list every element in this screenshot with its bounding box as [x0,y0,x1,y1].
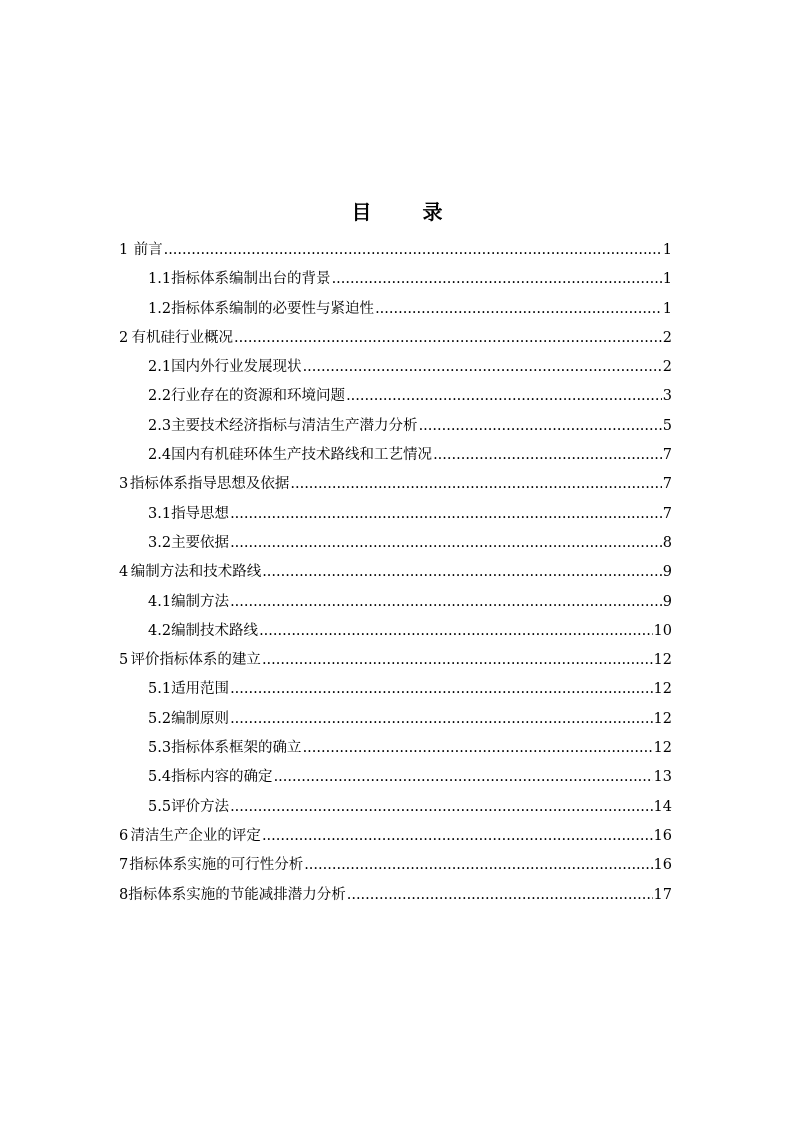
toc-entry-page: 9 [662,564,672,581]
toc-entry[interactable] [119,382,672,411]
toc-entry-page: 1 [662,242,672,258]
toc-entry[interactable] [119,851,672,880]
toc-entry-title: 评价指标体系的建立 [130,652,261,669]
toc-entry-title: 指标体系编制出台的背景 [171,271,331,288]
toc-entry[interactable] [119,881,672,910]
toc-entry[interactable] [119,705,672,734]
toc-entry-title: 评价方法 [171,798,230,815]
toc-dot-leader [234,324,662,353]
toc-entry-number: 1 [119,242,129,258]
toc-entry-number: 3.2 [148,534,172,551]
toc-entry-page: 12 [653,681,672,698]
toc-entry-page: 7 [662,447,672,464]
toc-entry[interactable] [119,412,672,441]
toc-dot-leader [230,793,652,822]
toc-entry-number: 5.2 [148,710,172,727]
toc-entry-page: 7 [662,505,672,522]
toc-entry[interactable] [119,236,672,265]
toc-entry-number: 2.1 [148,359,172,376]
toc-entry-number: 2.3 [148,417,172,434]
toc-dot-leader [230,705,652,734]
toc-entry-title: 指标体系实施的节能减排潜力分析 [128,886,346,903]
toc-entry-page: 9 [662,593,672,610]
toc-entry[interactable] [119,617,672,646]
toc-entry-page: 5 [662,417,672,434]
toc-entry-page: 2 [662,329,672,346]
toc-entry-page: 1 [662,271,672,288]
toc-entry-title: 编制方法和技术路线 [130,564,262,581]
toc-entry-number: 5.4 [148,769,172,786]
toc-entry-number: 5 [119,652,129,669]
toc-entry[interactable] [119,675,672,704]
toc-entry-title: 国内有机硅环体生产技术路线和工艺情况 [171,447,433,464]
toc-dot-leader [262,646,653,675]
toc-dot-leader [347,881,653,910]
toc-dot-leader [262,822,653,851]
toc-dot-leader [230,675,652,704]
toc-entry-number: 1.2 [148,300,172,317]
toc-entry-number: 8 [119,886,129,903]
toc-entry-number: 4 [119,564,129,581]
toc-entry[interactable] [119,734,672,763]
toc-dot-leader [290,470,661,499]
toc-dot-leader [230,500,662,529]
toc-dot-leader [259,617,652,646]
toc-entry-number: 6 [119,827,129,844]
toc-entry-page: 12 [653,710,672,727]
toc-entry-page: 14 [653,798,672,815]
toc-entry-title: 清洁生产企业的评定 [130,827,261,844]
toc-entry-title: 适用范围 [171,681,230,698]
toc-dot-leader [303,353,662,382]
toc-entry-page: 13 [653,769,672,786]
toc-entry-title: 编制方法 [171,593,230,610]
toc-entry-title: 前言 [133,242,163,258]
toc-entry-number: 3 [119,476,129,493]
toc-entry-page: 12 [653,652,672,669]
toc-entry-title: 指标体系实施的可行性分析 [129,857,304,874]
toc-entry-number: 7 [119,857,129,874]
toc-entry[interactable] [119,822,672,851]
toc-entry-number: 4.2 [148,622,172,639]
toc-dot-leader [303,734,653,763]
toc-entry-title: 有机硅行业概况 [131,329,234,346]
toc-entry-title: 行业存在的资源和环境问题 [171,388,346,405]
toc-entry-number: 5.1 [148,681,172,698]
toc-entry-page: 17 [653,886,672,903]
toc-dot-leader [230,588,662,617]
toc-entry[interactable] [119,646,672,675]
toc-entry[interactable] [119,441,672,470]
toc-entry-title: 指标体系指导思想及依据 [129,476,290,493]
toc-entry[interactable] [119,793,672,822]
toc-entry-number: 4.1 [148,593,172,610]
toc-entry[interactable] [119,295,672,324]
toc-entry-page: 10 [653,622,672,639]
toc-dot-leader [164,236,662,265]
toc-entry-number: 1.1 [148,271,172,288]
toc-entry[interactable] [119,500,672,529]
toc-entry[interactable] [119,324,672,353]
toc-entry-title: 指标体系编制的必要性与紧迫性 [171,300,375,317]
toc-title: 目 录 [351,200,465,224]
toc-entry-page: 16 [653,857,672,874]
toc-entry-page: 16 [653,827,672,844]
toc-dot-leader [304,851,652,880]
toc-entry-title: 指标体系框架的确立 [171,740,302,757]
toc-entry-title: 主要依据 [171,534,230,551]
toc-entry[interactable] [119,353,672,382]
toc-entry-number: 2.4 [148,447,172,464]
toc-entry-number: 5.5 [148,798,172,815]
toc-entry-page: 8 [662,534,672,551]
toc-entry-number: 5.3 [148,740,172,757]
toc-entry-number: 2.2 [148,388,172,405]
toc-dot-leader [230,529,662,558]
toc-entry-page: 12 [653,740,672,757]
toc-entry-page: 3 [662,388,672,405]
toc-entry[interactable] [119,265,672,294]
toc-entry-title: 编制原则 [171,710,230,727]
toc-entry-number: 2 [119,329,129,346]
toc-dot-leader [346,382,662,411]
toc-entry-page: 2 [662,359,672,376]
toc-entry-page: 1 [662,300,672,317]
toc-entry-page: 7 [662,476,672,493]
toc-dot-leader [332,265,662,294]
toc-list [119,236,672,910]
toc-entry-title: 国内外行业发展现状 [171,359,302,376]
toc-entry-title: 指标内容的确定 [171,769,273,786]
toc-entry-number: 3.1 [148,505,172,522]
toc-entry[interactable] [119,588,672,617]
toc-entry-title: 编制技术路线 [171,622,259,639]
toc-entry[interactable] [119,558,672,587]
toc-entry[interactable] [119,470,672,499]
toc-dot-leader [375,295,662,324]
toc-dot-leader [433,441,662,470]
toc-entry[interactable] [119,763,672,792]
toc-entry-title: 指导思想 [171,505,230,522]
toc-dot-leader [274,763,653,792]
toc-dot-leader [419,412,662,441]
toc-entry[interactable] [119,529,672,558]
toc-entry-title: 主要技术经济指标与清洁生产潜力分析 [171,417,418,434]
toc-dot-leader [262,558,662,587]
